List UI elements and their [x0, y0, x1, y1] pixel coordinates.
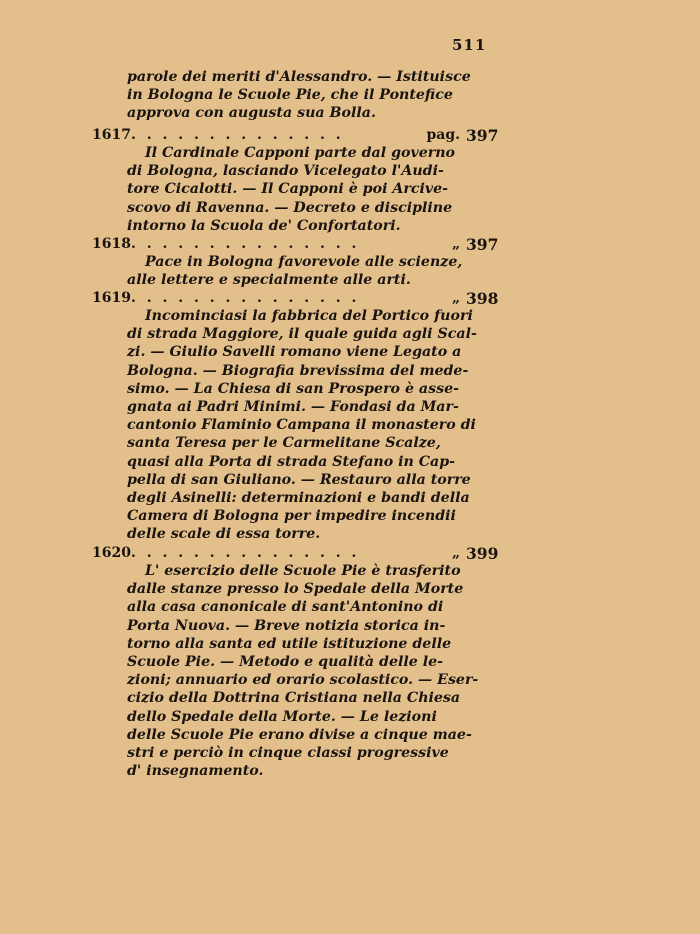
page-ref-label: „ — [448, 544, 460, 562]
text-line: Camera di Bologna per impedire incendii — [127, 508, 456, 525]
page-ref-label: „ — [448, 235, 460, 253]
entry-year: 1620 — [92, 545, 131, 561]
text-line: degli Asinelli: determinazioni e bandi della — [127, 490, 470, 507]
entry-header-1618 — [92, 235, 460, 253]
text-line: dalle stanze presso lo Spedale della Morte — [127, 581, 464, 598]
text-line: delle Scuole Pie erano divise a cinque mae- — [127, 726, 472, 743]
text-line: zi. — Giulio Savelli romano viene Legato a — [127, 344, 462, 361]
text-line: torno alla santa ed utile istituzione delle — [127, 635, 452, 652]
intro-paragraph — [127, 68, 471, 123]
text-line: di strada Maggiore, il quale guida agli Scal- — [127, 326, 477, 343]
text-line: d' insegnamento. — [127, 763, 264, 780]
entry-text-1619 — [127, 307, 477, 544]
text-line: Scuole Pie. — Metodo e qualità delle le- — [127, 654, 444, 671]
text-line: dello Spedale della Morte. — Le lezioni — [127, 708, 437, 725]
entry-header-1617 — [92, 126, 460, 144]
leader-dots: . . . . . . . . . . . . . . . — [130, 545, 360, 561]
entry-year: 1618 — [92, 236, 131, 252]
text-line: parole dei meriti d'Alessandro. — Istituisce — [127, 69, 471, 85]
page-number: 511 — [452, 36, 487, 54]
text-line: scovo di Ravenna. — Decreto e discipline — [127, 199, 453, 216]
leader-dots: . . . . . . . . . . . . . . . — [130, 236, 360, 252]
entry-header-1619 — [92, 289, 460, 307]
entry-page-1617: 397 — [466, 126, 499, 145]
text-line: zioni; annuario ed orario scolastico. — Eser- — [127, 672, 479, 689]
text-line: intorno la Scuola de' Confortatori. — [127, 217, 401, 234]
text-line: quasi alla Porta di strada Stefano in Cap- — [127, 453, 456, 470]
entry-year: 1619 — [92, 290, 131, 306]
page-ref-label: „ — [448, 289, 460, 307]
leader-dots: . . . . . . . . . . . . . . . — [130, 290, 360, 306]
text-line: L' esercizio delle Scuole Pie è trasferito — [145, 563, 461, 579]
entry-header-1620 — [92, 544, 460, 562]
entry-page-1620: 399 — [466, 544, 499, 563]
text-line: santa Teresa per le Carmelitane Scalze, — [127, 435, 441, 452]
text-line: in Bologna le Scuole Pie, che il Pontefice — [127, 87, 453, 104]
text-line: tore Cicalotti. — Il Capponi è poi Arcive- — [127, 181, 449, 198]
text-line: Pace in Bologna favorevole alle scienze, — [145, 254, 463, 270]
text-line: pella di san Giuliano. — Restauro alla torre — [127, 471, 471, 488]
text-line: Il Cardinale Capponi parte dal governo — [145, 145, 455, 161]
text-line: simo. — La Chiesa di san Prospero è asse- — [127, 380, 460, 397]
page-ref-label: pag. — [422, 126, 460, 144]
text-line: gnata ai Padri Minimi. — Fondasi da Mar- — [127, 399, 459, 416]
entry-text-1618 — [127, 253, 463, 289]
entry-page-1619: 398 — [466, 289, 499, 308]
entry-text-1617 — [127, 144, 460, 235]
text-line: Incominciasi la fabbrica del Portico fuori — [145, 308, 473, 324]
text-line: Porta Nuova. — Breve notizia storica in- — [127, 617, 446, 634]
text-line: di Bologna, lasciando Vicelegato l'Audi- — [127, 163, 444, 180]
text-line: delle scale di essa torre. — [127, 526, 321, 543]
text-line: cantonio Flaminio Campana il monastero di — [127, 417, 476, 434]
text-line: Bologna. — Biografia brevissima del mede- — [127, 362, 469, 379]
entry-year: 1617 — [92, 127, 131, 143]
text-line: alla casa canonicale di sant'Antonino di — [127, 599, 444, 616]
text-line: cizio della Dottrina Cristiana nella Chiesa — [127, 690, 461, 707]
text-line: approva con augusta sua Bolla. — [127, 105, 376, 122]
leader-dots: . . . . . . . . . . . . . . — [130, 127, 344, 143]
entry-page-1618: 397 — [466, 235, 499, 254]
text-line: alle lettere e specialmente alle arti. — [127, 272, 411, 289]
entry-text-1620 — [127, 562, 479, 780]
text-line: stri e perciò in cinque classi progressive — [127, 745, 449, 762]
